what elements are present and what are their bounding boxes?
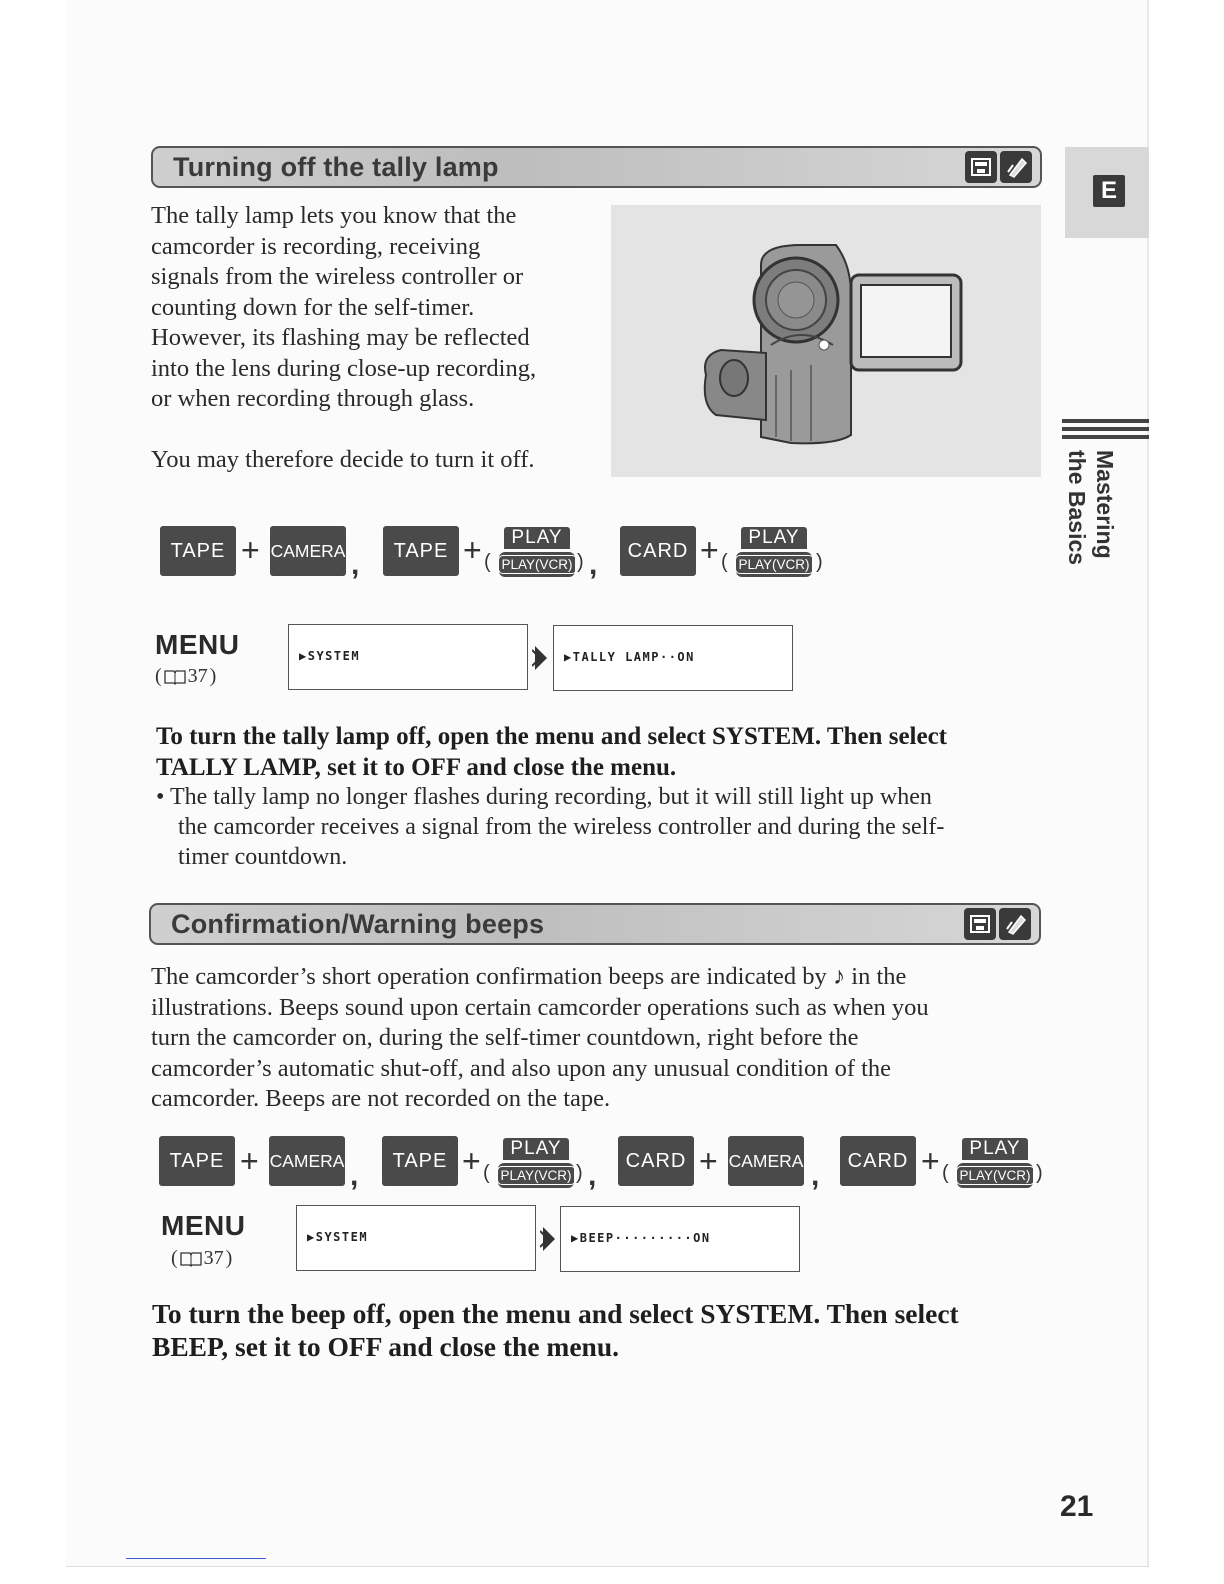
text-line: timer countdown. <box>178 844 348 870</box>
play-vcr-label-box <box>736 552 812 577</box>
tape-key: TAPE <box>159 1136 235 1186</box>
menu-page-ref: ( 37 ) <box>171 1247 233 1269</box>
menu-screen-text: ▶TALLY LAMP··ON <box>564 650 695 664</box>
close-paren: ) <box>1036 1162 1043 1184</box>
play-vcr-label-box <box>499 552 575 577</box>
menu-screen-text: ▶SYSTEM <box>307 1230 369 1244</box>
section-letter: E <box>1093 175 1125 207</box>
card-mode-icon <box>999 908 1031 940</box>
text-line: To turn the beep off, open the menu and select SYSTEM. Then select <box>152 1298 959 1329</box>
play-vcr-label: PLAY(VCR) <box>497 1166 576 1185</box>
text-line: the camcorder receives a signal from the wireless controller and during the self- <box>178 814 945 840</box>
menu-screen-beep <box>560 1206 800 1272</box>
card-key: CARD <box>618 1136 694 1186</box>
tape-key: TAPE <box>383 526 459 576</box>
menu-label: MENU <box>161 1210 246 1241</box>
tape-mode-icon <box>964 908 996 940</box>
camera-key: CAMERA <box>728 1136 804 1186</box>
card-mode-icon <box>1000 151 1032 183</box>
tally-instruction <box>156 721 947 783</box>
section-title: Confirmation/Warning beeps <box>171 909 545 939</box>
open-paren: ( <box>721 551 728 573</box>
play-label: PLAY <box>504 527 570 549</box>
plus-sign: + <box>700 532 719 568</box>
comma: , <box>351 548 360 581</box>
text-line: into the lens during close-up recording, <box>151 354 537 382</box>
menu-page-ref: ( 37 ) <box>155 665 217 687</box>
section-title-bar-tally <box>151 146 1042 188</box>
play-vcr-label: PLAY(VCR) <box>498 555 577 574</box>
play-vcr-label-box <box>957 1163 1033 1188</box>
tape-mode-icon <box>965 151 997 183</box>
text-line: TALLY LAMP, set it to OFF and close the menu. <box>156 754 677 781</box>
section-tab <box>1065 147 1149 238</box>
beeps-paragraph <box>151 962 929 1115</box>
book-icon <box>180 1251 202 1267</box>
camera-key: CAMERA <box>269 1136 345 1186</box>
tape-key: TAPE <box>160 526 236 576</box>
text-line: camcorder. Beeps are not recorded on the tape. <box>151 1085 611 1112</box>
play-label: PLAY <box>962 1138 1028 1160</box>
open-paren: ( <box>942 1162 949 1184</box>
plus-sign: + <box>921 1143 940 1179</box>
comma: , <box>350 1159 359 1192</box>
section-title: Turning off the tally lamp <box>173 152 499 182</box>
close-paren: ) <box>816 551 823 573</box>
menu-label: MENU <box>155 629 240 660</box>
text-line: illustrations. Beeps sound upon certain camcorder operations such as when you <box>151 993 929 1021</box>
plus-sign: + <box>462 1143 481 1179</box>
close-paren: ) <box>576 1162 583 1184</box>
text-line: turn the camcorder on, during the self-timer countdown, right before the <box>151 1024 859 1051</box>
play-vcr-key <box>736 527 812 577</box>
text-line: • The tally lamp no longer flashes during recording, but it will still light up when <box>156 784 932 810</box>
play-vcr-label: PLAY(VCR) <box>735 555 814 574</box>
next-screen-arrow-icon <box>540 1225 558 1253</box>
text-line: camcorder is recording, receiving <box>151 232 481 260</box>
text-line: BEEP, set it to OFF and close the menu. <box>152 1331 619 1362</box>
chapter-tab <box>1063 450 1123 570</box>
menu-screen-text: ▶BEEP·········ON <box>571 1231 711 1245</box>
footer-line <box>126 1558 266 1559</box>
menu-screen-system <box>296 1205 536 1271</box>
mode-icons <box>964 908 1031 940</box>
camcorder-illustration <box>611 205 1041 477</box>
camera-key: CAMERA <box>270 526 346 576</box>
plus-sign: + <box>463 532 482 568</box>
comma: , <box>811 1159 820 1192</box>
text-line: counting down for the self-timer. <box>151 293 475 321</box>
menu-ref-number: 37 <box>203 1247 224 1269</box>
tally-paragraph <box>151 201 536 415</box>
text-line: However, its flashing may be reflected <box>151 324 530 351</box>
chapter-marker-lines <box>1062 419 1149 443</box>
tape-key: TAPE <box>382 1136 458 1186</box>
menu-ref-number: 37 <box>187 665 208 687</box>
text-line: The tally lamp lets you know that the <box>151 202 517 229</box>
play-vcr-key <box>498 1138 574 1188</box>
section-title-bar-beeps <box>149 903 1041 945</box>
chapter-title: Mastering the Basics <box>1064 450 1118 566</box>
tally-bullet <box>156 782 944 872</box>
text-line: signals from the wireless controller or <box>151 263 524 290</box>
comma: , <box>589 548 598 581</box>
plus-sign: + <box>241 532 260 568</box>
camcorder-photo <box>611 205 1041 477</box>
page-number: 21 <box>1060 1490 1094 1523</box>
beep-instruction <box>152 1297 959 1363</box>
plus-sign: + <box>699 1143 718 1179</box>
close-paren: ) <box>577 551 584 573</box>
tally-paragraph-2: You may therefore decide to turn it off. <box>151 446 535 473</box>
plus-sign: + <box>240 1143 259 1179</box>
menu-screen-system <box>288 624 528 690</box>
play-vcr-label-box <box>498 1163 574 1188</box>
text-line: The camcorder’s short operation confirmation beeps are indicated by ♪ in the <box>151 963 907 990</box>
book-icon <box>164 669 186 685</box>
open-paren: ( <box>483 1162 490 1184</box>
menu-screen-text: ▶SYSTEM <box>299 649 361 663</box>
play-vcr-key <box>499 527 575 577</box>
menu-screen-tally <box>553 625 793 691</box>
text-line: or when recording through glass. <box>151 385 475 412</box>
open-paren: ( <box>484 551 491 573</box>
play-vcr-key <box>957 1138 1033 1188</box>
card-key: CARD <box>840 1136 916 1186</box>
play-label: PLAY <box>741 527 807 549</box>
text-line: To turn the tally lamp off, open the menu and select SYSTEM. Then select <box>156 723 948 750</box>
card-key: CARD <box>620 526 696 576</box>
mode-icons <box>965 151 1032 183</box>
play-vcr-label: PLAY(VCR) <box>956 1166 1035 1185</box>
next-screen-arrow-icon <box>532 644 550 672</box>
page-bottom-rule <box>66 1566 1149 1567</box>
play-label: PLAY <box>503 1138 569 1160</box>
text-line: camcorder’s automatic shut-off, and also upon any unusual condition of the <box>151 1054 892 1082</box>
comma: , <box>588 1159 597 1192</box>
